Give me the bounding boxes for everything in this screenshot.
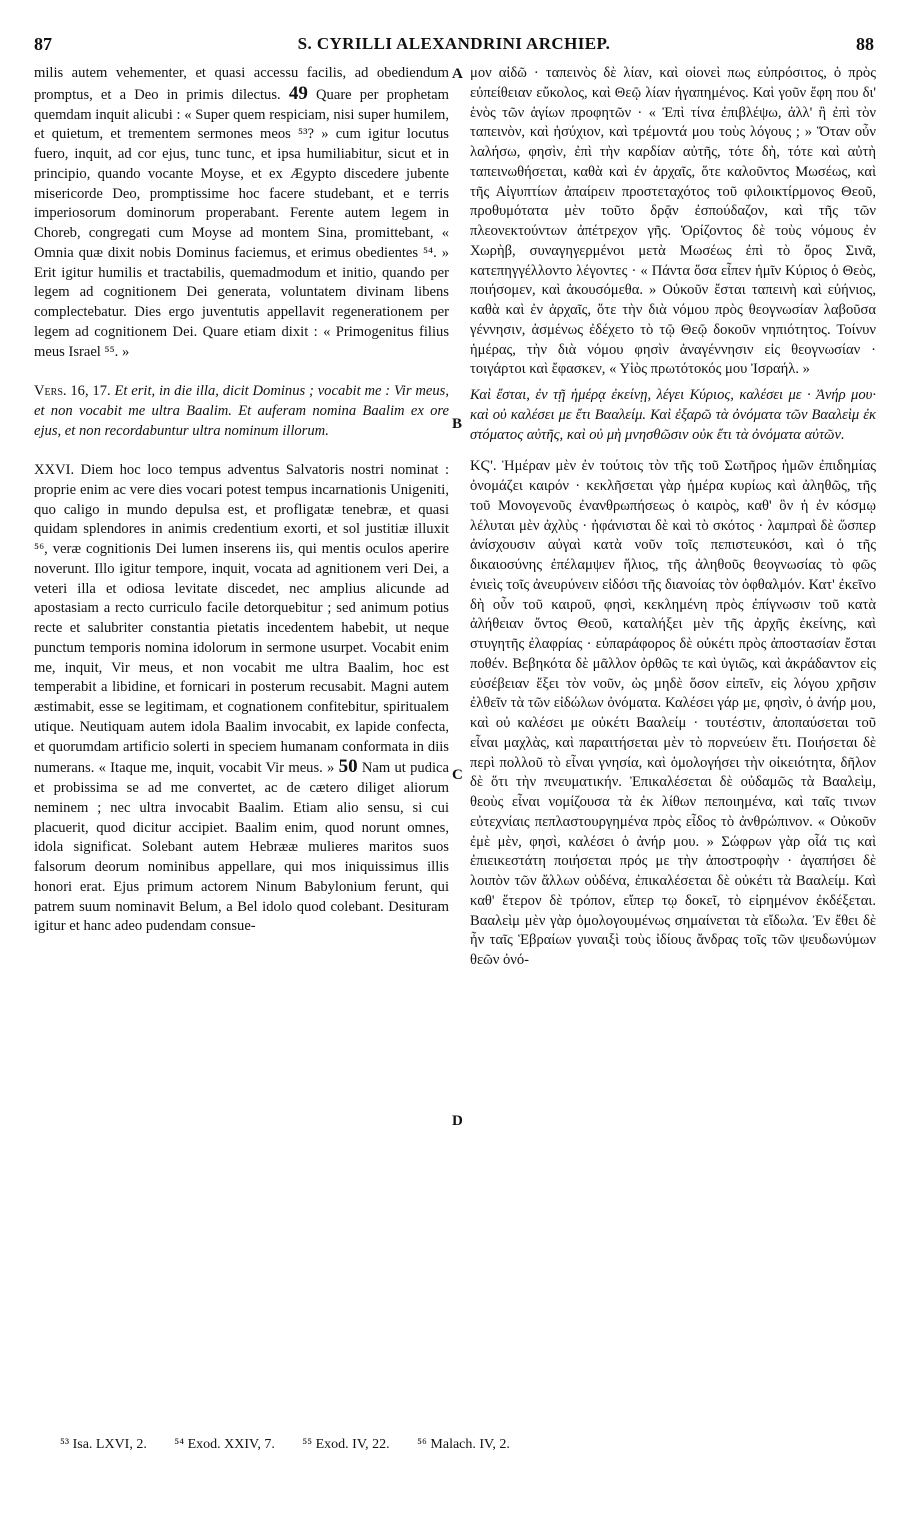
running-title: S. CYRILLI ALEXANDRINI ARCHIEP.	[297, 34, 611, 53]
running-header	[34, 34, 874, 58]
margin-letter-c: C	[452, 767, 463, 783]
latin-text-1b: Quare per prophetam quemdam inquit alicubi : « Super quem respiciam, nisi super humilem, et quietum, et trementem sermones meos ⁵³? » cum igitur locutus fuero, inquit, ad cor ejus, tunc tunc, et ipsa humiliabitur, sicut et in principio, quando vocante Moyse, et ex Ægypto discedere jubente misericorde Deo, promptissime hoc facere studebant, et e terris imperiosorum dominorum properabant. Ferente autem legem in Choreb, congregati cum Moyse ad montem Sina, promittebant, « Omnia quæ dixit nobis Dominus faciemus, et erimus obedientes ⁵⁴. » Erit igitur humilis et tractabilis, quemadmodum et initio, quando per legem ad cognitionem Dei generata, voluntatem divinam libens complectebatur. Dies ergo juventutis appellavit regenerationem per legem ad cognitionem Dei. Quare etiam dixit : « Primogenitus filius meus Israel ⁵⁵. »	[34, 86, 449, 360]
latin-text-2b: Nam ut pudica et probissima se ad me convertet, ac de cætero diliget aliorum neminem ; nec ultra invocabit Baalim. Etiam alio sensu, si cui placuerit, quod dicitur accipiet. Baalim enim, quod norunt omnes, idola significat. Solebant autem Hebrææ mulieres maritos suos falsorum deorum nominibus appellare, qui mos iniquissimus illis honori erat. Ejus primum actorem Ninum Babylonium ferunt, qui patrem suum nominavit Belum, a Bel idolo quod colebant. Desituram igitur et hanc adeo pudendam consue-	[34, 760, 450, 935]
verse-label: Vers. 16, 17.	[34, 383, 111, 399]
latin-lemma	[34, 382, 449, 441]
margin-letter-b: B	[452, 416, 463, 432]
greek-paragraph-1: μον αἰδῶ · ταπεινὸς δὲ λίαν, καὶ οἱονεὶ πως εὐπρόσιτος, ὁ πρὸς εὐπείθειαν εὔκολος, καὶ Θεῷ λίαν ἠγαπημένος. Καὶ γοῦν ἔφη που δι' ἑνὸς τῶν ἁγίων προφητῶν · « Ἐπὶ τίνα ἐπιβλέψω, ἀλλ' ἢ ἐπὶ τὸν ταπεινὸν, καὶ ἡσύχιον, καὶ τρέμοντά μου τοὺς λόγους ; » Ὅταν οὖν λαλήσω, φησὶν, ἐπὶ τὴν καρδίαν αὐτῆς, τότε δὴ, τότε καὶ αὐτὴ ταπεινωθήσεται, καθὰ καὶ ἐν ἀρχαῖς, ὅτε καλοῦντος Μωσέως, καὶ τῆς Αἰγυπτίων ἀπαίρειν προστεταχότος τοῦ φιλοικτίρμονος Θεοῦ, προθυμότατα μὲν τοῦτο δρᾷν ἐσπούδαζον, καὶ τῆς τῶν πλεονεκτούντων ἀπέτρεχον γῆς. Ὁρίζοντος δὲ τοὺς νόμους ἐν Χωρὴβ, συναγηγερμένοι μετὰ Μωσέως ἐπὶ τὸ ὄρος Σινᾶ, κατεπηγγέλλοντο λέγοντες · « Πάντα ὅσα εἶπεν ἡμῖν Κύριος ὁ Θεὸς, ποιήσομεν, καὶ ἀκουσόμεθα. » Οὐκοῦν ἔσται ταπεινὴ καὶ εὐήνιος, καθὰ καὶ ἐν ἀρχαῖς, ὅτε τὴν διὰ νόμου πρὸς θεογνωσίαν λαβοῦσα γέννησιν, ἀσμένως ἐδέχετο τὸ τῷ Θεῷ δοκοῦν νηπιότητος. Τοίνυν ἡμέρας, τὴν διὰ νόμου φησὶν ἀναγέννησιν εἰς θεογνωσίαν · τοιγάρτοι καὶ ἔφασκεν, « Υἱὸς πρωτότοκός μου Ἰσραήλ. »	[470, 65, 876, 378]
page-number-right: 88	[856, 34, 874, 54]
latin-paragraph-1	[34, 64, 449, 362]
section-number-49: 49	[288, 82, 308, 104]
greek-column	[470, 64, 876, 971]
footnote-53: ⁵³ Isa. LXVI, 2.	[60, 1437, 147, 1452]
margin-letter-d: D	[452, 1113, 463, 1129]
margin-letter-a: A	[452, 66, 463, 82]
latin-paragraph-2	[34, 461, 449, 937]
latin-lemma-text: Et erit, in die illa, dicit Dominus ; vocabit me : Vir meus, et non vocabit me ultra Baalim. Et auferam nomina Baalim ex ore ejus, et non recordabuntur ultra nominum illorum.	[34, 383, 450, 439]
footnotes	[60, 1437, 534, 1453]
latin-text-1a: milis autem vehementer, et quasi accessu facilis, ad obediendum promptus, et a Deo in primis dilectus.	[34, 65, 449, 103]
footnote-56: ⁵⁶ Malach. IV, 2.	[417, 1437, 510, 1452]
latin-column	[34, 64, 449, 937]
section-number-50: 50	[338, 756, 358, 778]
page-number-left: 87	[34, 34, 52, 54]
greek-lemma: Καὶ ἔσται, ἐν τῇ ἡμέρᾳ ἐκείνῃ, λέγει Κύριος, καλέσει με · Ἀνήρ μου· καὶ οὐ καλέσει με ἔτι Βααλείμ. Καὶ ἐξαρῶ τὰ ὀνόματα τῶν Βααλεὶμ ἐκ στόματος αὐτῆς, καὶ οὐ μὴ μνησθῶσιν οὐκ ἔτι τὰ ὀνόματα αὐτῶν.	[470, 387, 876, 443]
greek-paragraph-2: ΚϚ'. Ἡμέραν μὲν ἐν τούτοις τὸν τῆς τοῦ Σωτῆρος ἡμῶν ἐπιδημίας ὀνομάζει καιρόν · κεκλῆσεται γὰρ ἡμέρα κυρίως καὶ ἀληθῶς, τῆς τοῦ Μονογενοῦς ἐνανθρωπήσεως ὁ καιρὸς, καθ' ὃν ἡ ἐν κόσμῳ λέλυται μὲν ἀχλὺς · ἠφάνισται δὲ καὶ τὸ σκότος · λαμπραὶ δὲ ὥσπερ ἀνίσχουσιν αὐγαὶ κατὰ νοῦν τοῖς πεπιστευκόσι, καὶ ὁ τῆς δικαιοσύνης ἐπέλαμψεν ἥλιος, τῆς ἀληθοῦς θεογνωσίας τὸ φῶς ἐνιεὶς τοῖς ἀνευρύνειν εἰδόσι τῆς διανοίας τὸν ὀφθαλμόν. Κατ' ἐκεῖνο δὴ οὖν τοῦ καιροῦ, φησὶ, κεκλημένη πρὸς ἐπίγνωσιν τοῦ κατὰ ἀλήθειαν ὄντος Θεοῦ, καταλήξει μὲν τῆς ἀρχῆς ἐκείνης, καὶ στυγητῆς ἐλαφρίας · εὐπαράφορος δὲ οὐκέτι πρὸς ἀποστασίαν ἔσται ποθέν. Βεβηκότα δὲ μᾶλλον ὀρθῶς τε καὶ ὑγιῶς, καὶ ἀκράδαντον εἰς εὐσέβειαν ἕξει τὸν νοῦν, ὡς μηδὲ ὅσον εἰπεῖν, εἰς λόγου χρῆσιν ἐλθεῖν τὰ τῶν εἰδώλων ὀνόματα. Καλέσει γάρ με, φησὶν, ὁ ἀνήρ μου, καὶ οὐ καλέσει με οὐκέτι Βααλείμ · τουτέστιν, ἀποπαύσεται τοῦ εἶναι μαχλὰς, καὶ παραιτήσεται μὲν τὸ πορνεύειν ἔτι. Ποιήσεται δὲ περὶ πολλοῦ τὸ εἶναι γνησία, καὶ ὁμολογήσει τὴν οἰκειότητα, δῆλον δὲ ὅτι τὴν πνευματικήν. Ἐπικαλέσεται δὲ οὐδαμῶς τὰ Βααλεὶμ, θεοὺς εἶναι νομίζουσα τὰ ἐκ λίθων πεποιημένα, καὶ ταῖς τινων εὐτεχνίαις πεπλαστουργημένα πρὸς εἶδος τὸ ἀνθρώπινον. « Οὐκοῦν ἐμὲ μὲν, φησὶ, καλέσει ὁ ἀνήρ μου. » Σώφρων γὰρ οἷά τις καὶ ἐπιεικεστάτη ποιήσεται πρός με τὴν ἀποστροφὴν · ἀγαπήσει δὲ λοιπὸν τῶν ἄλλων οὐδένα, ἐπικαλέσεται δὲ οὐκέτι τὰ Βααλείμ. Καὶ καθ' ἕτερον δὲ τρόπον, εἴπερ τῳ δοκεῖ, τὸ εἰρημένον ἐκδέξεται. Βααλεὶμ μὲν γὰρ ὁμολογουμένως σημαίνεται τὰ εἴδωλα. Ἐν ἔθει δὲ ἦν ταῖς Ἑβραίων γυναιξὶ τοὺς ἰδίους ἄνδρας τοῖς τῶν ψευδωνύμων θεῶν ὀνό-	[470, 458, 876, 968]
footnote-55: ⁵⁵ Exod. IV, 22.	[302, 1437, 390, 1452]
latin-text-2a: XXVI. Diem hoc loco tempus adventus Salvatoris nostri nominat : proprie enim ac vere dies vocari potest tempus incarnationis Unigeniti, quo caligo in mundo depulsa est, et profligatæ tenebræ, et quasi quidam splendores in animis credentium exorti, et sol justitiæ illuxit ⁵⁶, veræ cognitionis Dei lumen inserens iis, qui mentis oculos aperire noverunt. Illo igitur tempore, inquit, vocata ad agnitionem veri Dei, a veteri illa et odiosa levitate discedet, nec amplius alicunde ad apostasiam a recto curriculo facile detorquebitur ; sed animum potius recte et salubriter constantia pietatis incedentem habebit, ut neque punctum temporis nomina idolorum in sermone usurpet. Vocabit enim me, inquit, Vir meus, et non vocabit me ultra Baalim, hoc est temperabit a libidine, et fornicari in posterum recusabit. Magni autem æstimabit, esse se legitimam, et cognationem confitebitur, spiritualem utique. Neutiquam autem idola Baalim invocabit, ex lapide confecta, et quorumdam artificio solerti in speciem humanam conformata in diis numerans. « Itaque me, inquit, vocabit Vir meus. »	[34, 462, 449, 777]
footnote-54: ⁵⁴ Exod. XXIV, 7.	[174, 1437, 275, 1452]
